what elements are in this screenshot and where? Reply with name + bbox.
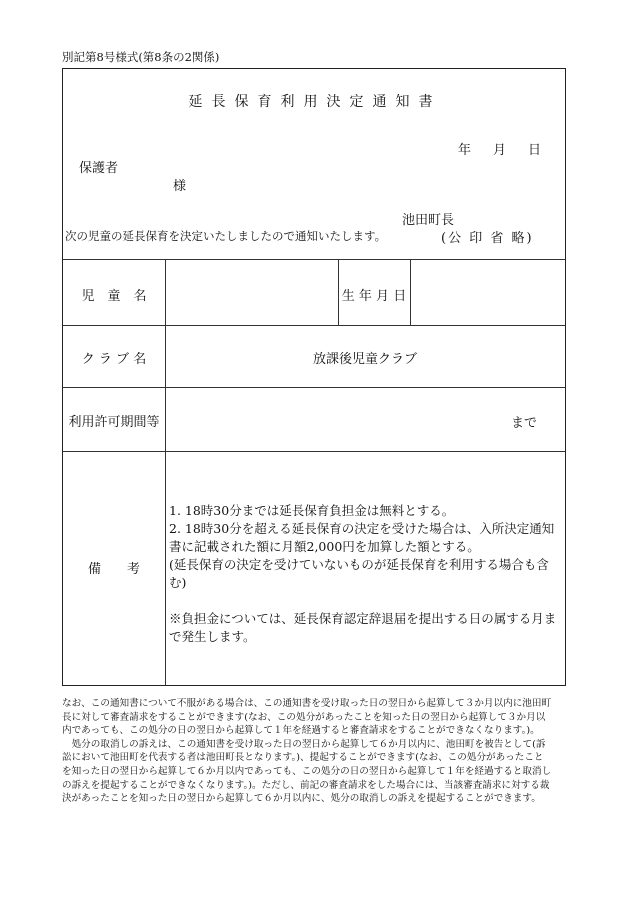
remark-line: 1. 18時30分までは延長保育負担金は無料とする。 bbox=[169, 503, 455, 518]
remarks-label: 備 考 bbox=[87, 562, 140, 577]
lawsuit-notice: 処分の取消しの訴えは、この通知書を受け取った日の翌日から起算して６か月以内に、池田町を被告として(訴訟において池田町を代表する者は池田町長となります。)、提起することができます(なお、この処分があったことを知った日の翌日から起算して６か月以内であっても、この処分の日の翌日から起算して１年を経過すると取消しの訴えを提起することができなくなります。)。ただし、前記の審査請求をした場合には、当該審査請求に対する裁決があったことを知った日の翌日から起算して６か月以内に、処分の取消しの訴えを提起することができます。 bbox=[62, 738, 552, 805]
remark-line: (延長保育の決定を受けていないものが延長保育を利用する場合も含む) bbox=[169, 557, 549, 590]
date-month-label: 月 bbox=[493, 143, 507, 158]
guardian-label: 保護者 bbox=[79, 161, 119, 176]
divider bbox=[63, 325, 565, 326]
child-name-label: 児 童 名 bbox=[81, 289, 147, 304]
form-reference: 別記第8号様式(第8条の2関係) bbox=[62, 50, 220, 64]
appeal-notice: なお、この通知書について不服がある場合は、この通知書を受け取った日の翌日から起算して３か月以内に池田町長に対して審査請求をすることができます(なお、この処分があったことを知った日の翌日から起算して３か月以内であっても、この処分の日の翌日から起算して１年を経過すると審査請求をすることができなくなります。)。 bbox=[62, 698, 552, 737]
divider bbox=[63, 259, 565, 260]
divider bbox=[165, 259, 166, 685]
period-label: 利用許可期間等 bbox=[68, 415, 160, 430]
date-line bbox=[458, 139, 541, 158]
date-year-label: 年 bbox=[458, 143, 472, 158]
remark-line bbox=[169, 592, 565, 610]
birthdate-label: 生 年 月 日 bbox=[341, 289, 407, 304]
remark-line: ※負担金については、延長保育認定辞退届を提出する日の属する月まで発生します。 bbox=[169, 611, 557, 644]
divider bbox=[63, 387, 565, 388]
period-until: まで bbox=[511, 416, 538, 431]
footer-notes bbox=[62, 697, 552, 806]
divider bbox=[63, 451, 565, 452]
document-title: 延長保育利用決定通知書 bbox=[188, 94, 442, 110]
divider bbox=[410, 259, 411, 325]
notice-form bbox=[62, 68, 566, 686]
club-label: ク ラ ブ 名 bbox=[81, 352, 147, 367]
notice-text: 次の児童の延長保育を決定いたしましたので通知いたします。 bbox=[65, 229, 387, 243]
remarks-text bbox=[169, 502, 565, 646]
club-value: 放課後児童クラブ bbox=[312, 352, 417, 367]
honorific: 様 bbox=[173, 179, 187, 194]
remark-line: 2. 18時30分を超える延長保育の決定を受けた場合は、入所決定通知書に記載された額に月額2,000円を加算した額とする。 bbox=[169, 521, 555, 554]
seal-omitted: (公 印 省 略) bbox=[441, 231, 534, 246]
date-day-label: 日 bbox=[528, 143, 542, 158]
issuer: 池田町長 bbox=[402, 213, 455, 228]
